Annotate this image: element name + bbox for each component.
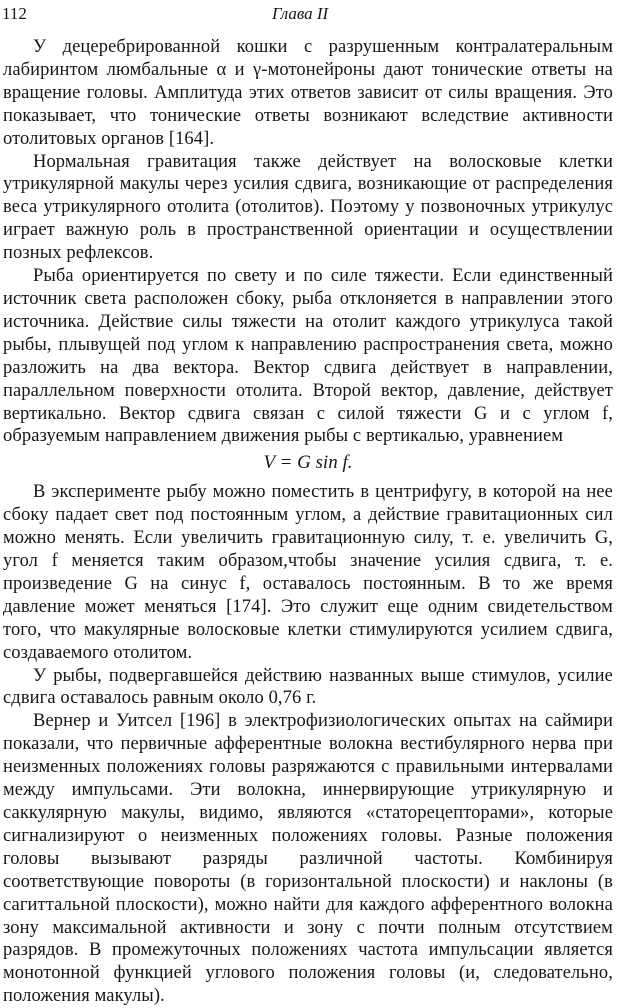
page-header: [2, 4, 612, 26]
page-number: 112: [2, 4, 27, 23]
paragraph: У децеребрированной кошки с разрушенным контралатеральным лабиринтом люмбальные α и γ-мотонейроны дают тонические ответы на вращение головы. Амплитуда этих ответов зависит от силы вращения. Это показывает, что тонические ответы возникают вследствие активности отолитовых органов [164].: [3, 37, 613, 149]
paragraph: Нормальная гравитация также действует на волосковые клетки утрикулярной макулы через усилия сдвига, возникающие от распределения веса утрикулярного отолита (отолитов). Поэтому у позвоночных утрикулус играет важную роль в пространственной ориентации и осуществлении позных рефлексов.: [3, 151, 613, 264]
running-title: Глава II: [272, 4, 329, 23]
paragraph: В эксперименте рыбу можно поместить в центрифугу, в которой на нее сбоку падает свет под постоянным углом, а действие гравитационных сил можно менять. Если увеличить гравитационную силу, т. е. увеличить G, угол f меняется таким образом,чтобы значение усилия сдвига, т. е. произведение G на синус f, оставалось постоянным. В то же время давление может меняться [174]. Это служит еще одним свидетельством того, что макулярные волосковые клетки стимулируются усилием сдвига, создаваемого отолитом.: [3, 482, 613, 663]
paragraph: Вернер и Уитсел [196] в электрофизиологических опытах на саймири показали, что первичные афферентные волокна вестибулярного нерва при неизменных положениях головы разряжаются с правильными интервалами между импульсами. Эти волокна, иннервирующие утрикулярную и саккулярную макулы, видимо, являются «статорецепторами», которые сигнализируют о неизменных положениях головы. Разные положения головы вызывают разряды различной частоты. Комбинируя соответствующие повороты (в горизонтальной плоскости) и наклоны (в сагиттальной плоскости), можно найти для каждого афферентного волокна зону максимальной активности и зону с почти полным отсутствием разрядов. В промежуточных положениях частота импульсации является монотонной функцией углового положения головы (и, следовательно, положения макулы).: [3, 711, 613, 1007]
body-text: [3, 36, 613, 1008]
paragraph: Рыба ориентируется по свету и по силе тяжести. Если единственный источник света расположен сбоку, рыба отклоняется в направлении этого источника. Действие силы тяжести на отолит каждого утрикулуса такой рыбы, плывущей под углом к направлению распространения света, можно разложить на два вектора. Вектор сдвига действует в направлении, параллельном поверхности отолита. Второй вектор, давление, действует вертикально. Вектор сдвига связан с силой тяжести G и с углом f, образуемым направлением движения рыбы с вертикалью, уравнением: [3, 266, 613, 447]
formula: V = G sin f.: [263, 452, 353, 474]
paragraph: У рыбы, подвергавшейся действию названных выше стимулов, усилие сдвига оставалось равным около 0,76 г.: [3, 665, 613, 709]
